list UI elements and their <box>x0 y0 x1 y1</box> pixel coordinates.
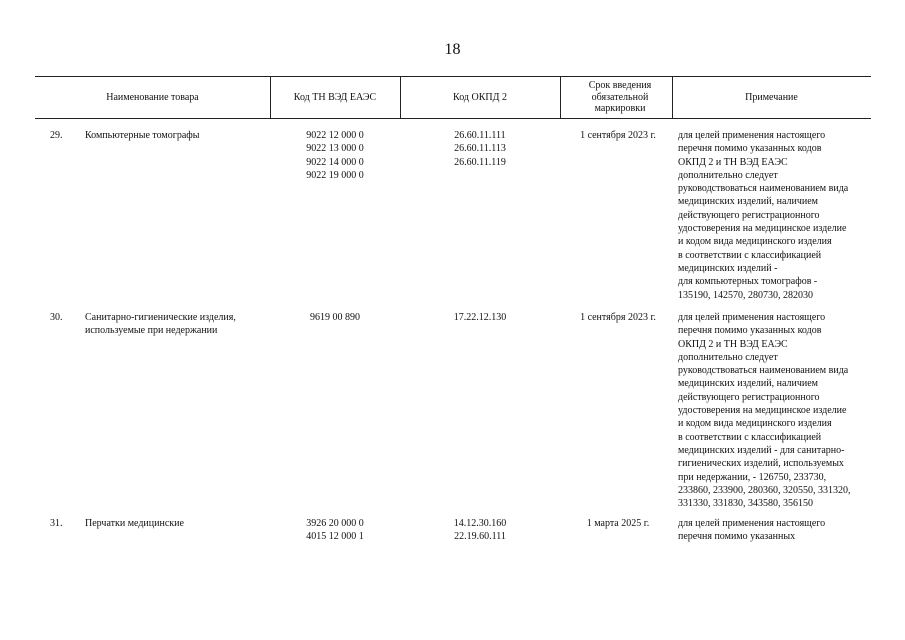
product-name: Компьютерные томографы <box>85 130 200 141</box>
product-name: Перчатки медицинские <box>85 518 184 529</box>
marking-date: 1 марта 2025 г. <box>586 518 650 529</box>
tnved-codes: 9022 12 000 0 9022 13 000 0 9022 14 000 0 9022 19 000 0 <box>306 130 364 181</box>
okpd-codes: 17.22.12.130 <box>453 312 507 323</box>
tnved-codes: 9619 00 890 <box>310 312 360 323</box>
header-divider <box>560 77 561 118</box>
row-number: 30. <box>50 312 63 323</box>
note-text: для целей применения настоящего перечня помимо указанных кодов ОКПД 2 и ТН ВЭД ЕАЭС дополнительно следует руководствоваться наименованием вида медицинских изделий, наличием действующего регистрационного удостоверения на медицинское изделие и кодом вида медицинского изделия в соответствии с классификацией медицинских изделий - для компьютерных томографов - 135190, 142570, 280730, 282030 <box>678 130 849 301</box>
okpd-codes: 14.12.30.160 22.19.60.111 <box>453 518 507 543</box>
product-name: Санитарно-гигиенические изделия, используемые при недержании <box>85 312 236 337</box>
header-okpd: Код ОКПД 2 <box>453 91 507 103</box>
tnved-codes: 3926 20 000 0 4015 12 000 1 <box>306 518 364 543</box>
header-tnved: Код ТН ВЭД ЕАЭС <box>293 91 377 103</box>
marking-date: 1 сентября 2023 г. <box>580 312 656 323</box>
header-note: Примечание <box>745 91 798 103</box>
okpd-codes: 26.60.11.111 26.60.11.113 26.60.11.119 <box>454 130 506 168</box>
row-number: 29. <box>50 130 63 141</box>
page-number: 18 <box>444 41 461 58</box>
note-text: для целей применения настоящего перечня помимо указанных кодов ОКПД 2 и ТН ВЭД ЕАЭС дополнительно следует руководствоваться наименованием вида медицинских изделий, наличием действующего регистрационного удостоверения на медицинское изделие и кодом вида медицинского изделия в соответствии с классификацией медицинских изделий - для санитарно- гигиенических изделий, используемых при недержании, - 126750, 233730, 233860, 233900, 280360, 320550, 331320, 331330, 331830, 343580, 356150 <box>678 312 851 510</box>
marking-date: 1 сентября 2023 г. <box>580 130 656 141</box>
note-text: для целей применения настоящего перечня помимо указанных <box>678 518 826 543</box>
row-number: 31. <box>50 518 63 529</box>
header-date: Срок введения обязательной маркировки <box>588 80 652 115</box>
table-header-bottom-rule <box>35 118 871 119</box>
header-name: Наименование товара <box>106 91 199 103</box>
